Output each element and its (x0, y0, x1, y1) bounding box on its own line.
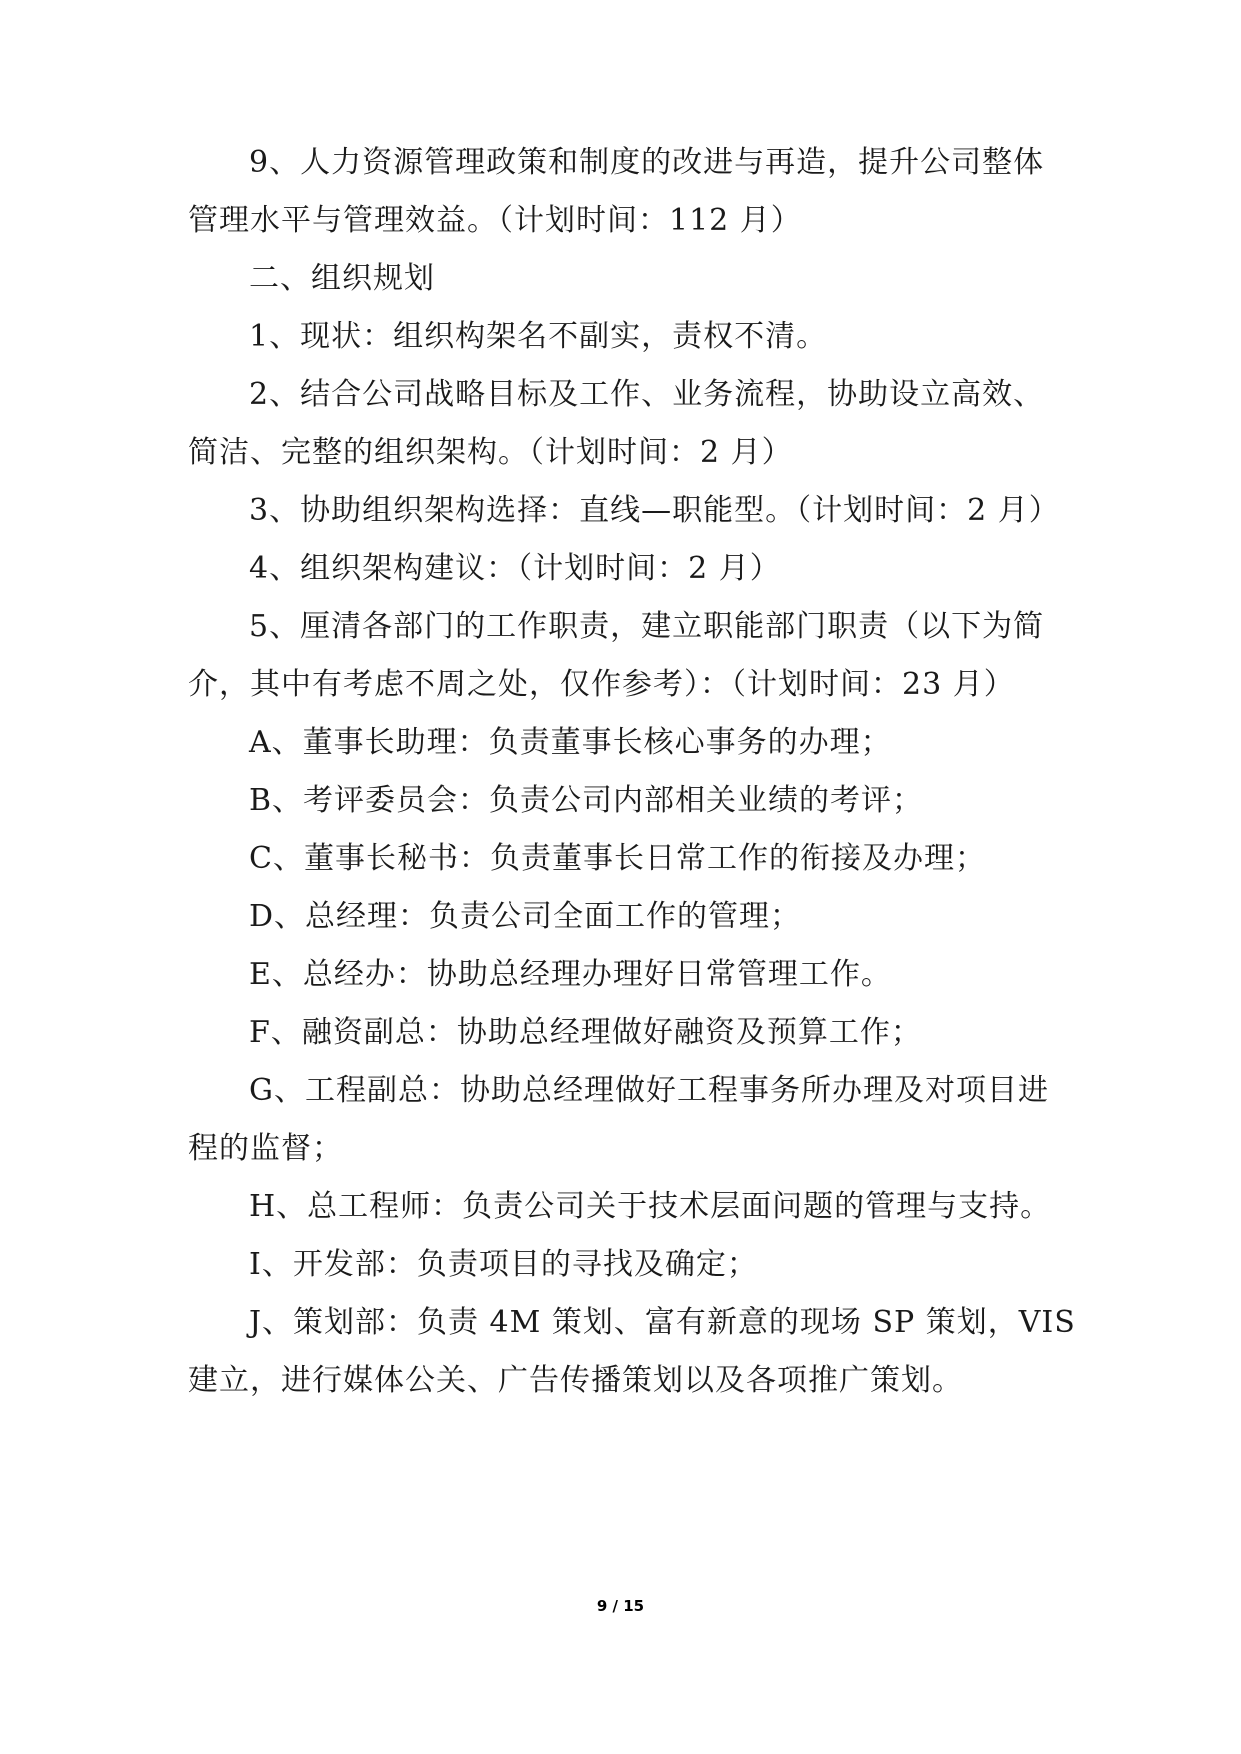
list-item: E、总经办：协助总经理办理好日常管理工作。 (249, 957, 892, 992)
list-item: I、开发部：负责项目的寻找及确定； (249, 1247, 758, 1282)
list-item-continuation: 建立，进行媒体公关、广告传播策划以及各项推广策划。 (188, 1363, 963, 1398)
paragraph-line: 简洁、完整的组织架构。（计划时间：2 月） (188, 435, 793, 470)
section-heading: 二、组织规划 (249, 261, 435, 296)
paragraph-line: 5、厘清各部门的工作职责，建立职能部门职责（以下为简 (249, 609, 1045, 644)
list-item-continuation: 程的监督； (188, 1131, 343, 1166)
paragraph-line: 2、结合公司战略目标及工作、业务流程，协助设立高效、 (249, 377, 1045, 412)
paragraph-line: 3、协助组织架构选择：直线—职能型。（计划时间：2 月） (249, 493, 1060, 528)
page-number: 9 / 15 (596, 1597, 645, 1615)
list-item: G、工程副总：协助总经理做好工程事务所办理及对项目进 (249, 1073, 1049, 1108)
paragraph-line: 管理水平与管理效益。（计划时间：112 月） (188, 203, 802, 238)
list-item: F、融资副总：协助总经理做好融资及预算工作； (249, 1015, 922, 1050)
list-item: J、策划部：负责 4M 策划、富有新意的现场 SP 策划，VIS (249, 1305, 1076, 1340)
list-item: H、总工程师：负责公司关于技术层面问题的管理与支持。 (249, 1189, 1052, 1224)
list-item: D、总经理：负责公司全面工作的管理； (249, 899, 802, 934)
list-item: C、董事长秘书：负责董事长日常工作的衔接及办理； (249, 841, 986, 876)
paragraph-line: 4、组织架构建议：（计划时间：2 月） (249, 551, 781, 586)
paragraph-line: 介，其中有考虑不周之处，仅作参考）：（计划时间：23 月） (188, 667, 1015, 702)
paragraph-line: 9、人力资源管理政策和制度的改进与再造，提升公司整体 (249, 145, 1045, 180)
paragraph-line: 1、现状：组织构架名不副实，责权不清。 (249, 319, 828, 354)
list-item: A、董事长助理：负责董事长核心事务的办理； (249, 725, 892, 760)
list-item: B、考评委员会：负责公司内部相关业绩的考评； (249, 783, 924, 818)
